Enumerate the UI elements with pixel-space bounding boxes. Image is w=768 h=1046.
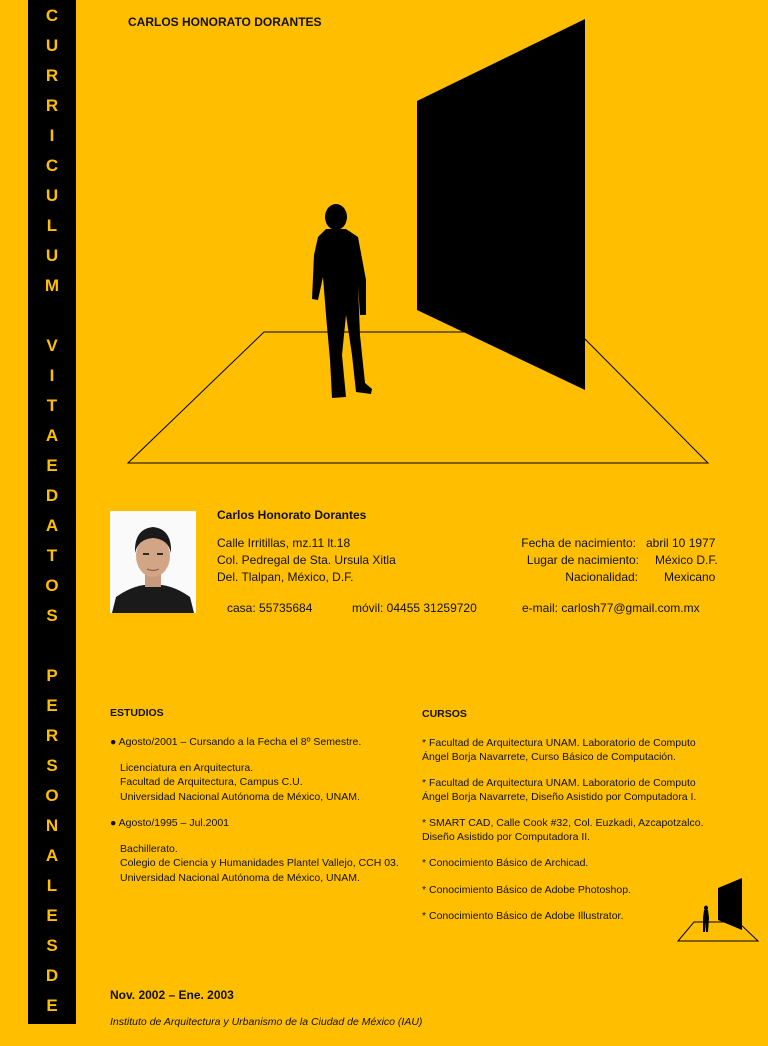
strip-letter: D xyxy=(45,486,59,505)
birth-place-value: México D.F. xyxy=(655,553,718,567)
strip-letter: C xyxy=(45,156,59,175)
full-name: Carlos Honorato Dorantes xyxy=(217,508,367,522)
course-1-line-1: * Facultad de Arquitectura UNAM. Laboratorio de Computo xyxy=(422,737,696,749)
strip-letter: O xyxy=(45,786,59,805)
study-item-1-head: ● Agosto/2001 – Cursando a la Fecha el 8º Semestre. xyxy=(110,736,362,748)
strip-letter: U xyxy=(45,246,59,265)
strip-letter: E xyxy=(46,696,58,715)
strip-letter: S xyxy=(46,1026,58,1045)
birth-place-label: Lugar de nacimiento: xyxy=(526,553,639,567)
strip-letter: M xyxy=(44,276,60,295)
nationality-label: Nacionalidad: xyxy=(565,570,638,584)
strip-letter: E xyxy=(46,996,58,1015)
course-2-line-2: Ángel Borja Navarrete, Diseño Asistido por Computadora I. xyxy=(422,791,697,803)
course-1-line-2: Ángel Borja Navarrete, Curso Básico de Computación. xyxy=(422,751,676,763)
courses-title: CURSOS xyxy=(422,708,467,720)
strip-letter: L xyxy=(46,876,58,895)
course-3-line-1: * SMART CAD, Calle Cook #32, Col. Euzkadi, Azcapotzalco. xyxy=(422,817,704,829)
vertical-title-strip xyxy=(28,0,76,1045)
course-2-line-1: * Facultad de Arquitectura UNAM. Laboratorio de Computo xyxy=(422,777,696,789)
strip-letter: S xyxy=(46,936,58,955)
study-item-2-line-3: Universidad Nacional Autónoma de México, UNAM. xyxy=(120,872,360,884)
strip-letter: I xyxy=(49,366,55,385)
course-5: * Conocimiento Básico de Adobe Photoshop. xyxy=(422,884,631,896)
experience-period: Nov. 2002 – Ene. 2003 xyxy=(110,988,234,1002)
header-name: CARLOS HONORATO DORANTES xyxy=(128,15,322,29)
strip-letter: S xyxy=(46,606,58,625)
experience-place: Instituto de Arquitectura y Urbanismo de la Ciudad de México (IAU) xyxy=(110,1016,423,1028)
strip-letter: T xyxy=(46,546,58,565)
strip-letter: N xyxy=(45,816,59,835)
mobile-phone: móvil: 04455 31259720 xyxy=(352,601,477,615)
strip-letter: R xyxy=(45,66,59,85)
home-phone: casa: 55735684 xyxy=(227,601,313,615)
strip-letter: E xyxy=(46,456,58,475)
birth-date-label: Fecha de nacimiento: xyxy=(521,536,636,550)
strip-letter: E xyxy=(46,906,58,925)
course-6: * Conocimiento Básico de Adobe Illustrator. xyxy=(422,910,624,922)
study-item-2-line-2: Colegio de Ciencia y Humanidades Plantel Vallejo, CCH 03. xyxy=(120,857,399,869)
study-item-1-line-2: Facultad de Arquitectura, Campus C.U. xyxy=(120,776,303,788)
address-line-3: Del. Tlalpan, México, D.F. xyxy=(217,570,354,584)
man-facing-wall-small-icon xyxy=(676,878,762,942)
course-4: * Conocimiento Básico de Archicad. xyxy=(422,857,589,869)
strip-letter: L xyxy=(46,216,58,235)
man-facing-wall-illustration xyxy=(120,15,720,470)
address-line-2: Col. Pedregal de Sta. Ursula Xitla xyxy=(217,553,396,567)
strip-letter: A xyxy=(45,426,59,445)
strip-letter: R xyxy=(45,96,59,115)
study-item-2-head: ● Agosto/1995 – Jul.2001 xyxy=(110,817,230,829)
address-line-1: Calle Irritillas, mz.11 lt.18 xyxy=(217,536,351,550)
studies-title: ESTUDIOS xyxy=(110,707,164,719)
strip-letter: R xyxy=(45,726,59,745)
study-item-1-line-1: Licenciatura en Arquitectura. xyxy=(120,762,254,774)
strip-letter: O xyxy=(45,576,59,595)
nationality-value: Mexicano xyxy=(664,570,716,584)
strip-letter: A xyxy=(45,846,59,865)
birth-date-value: abril 10 1977 xyxy=(646,536,716,550)
profile-photo xyxy=(110,511,196,613)
strip-letter: S xyxy=(46,756,58,775)
strip-letter: T xyxy=(46,396,58,415)
strip-letter: D xyxy=(45,966,59,985)
course-3-line-2: Diseño Asistido por Computadora II. xyxy=(422,831,591,843)
strip-letter: V xyxy=(46,336,58,355)
study-item-1-line-3: Universidad Nacional Autónoma de México, UNAM. xyxy=(120,791,360,803)
avatar-portrait xyxy=(110,511,196,613)
email-address: e-mail: carlosh77@gmail.com.mx xyxy=(522,601,700,615)
strip-letter: A xyxy=(45,516,59,535)
strip-letter: C xyxy=(45,6,59,25)
strip-letter: U xyxy=(45,36,59,55)
strip-letter: U xyxy=(45,186,59,205)
strip-letter: P xyxy=(46,666,58,685)
study-item-2-line-1: Bachillerato. xyxy=(120,843,178,855)
strip-letter: I xyxy=(49,126,55,145)
